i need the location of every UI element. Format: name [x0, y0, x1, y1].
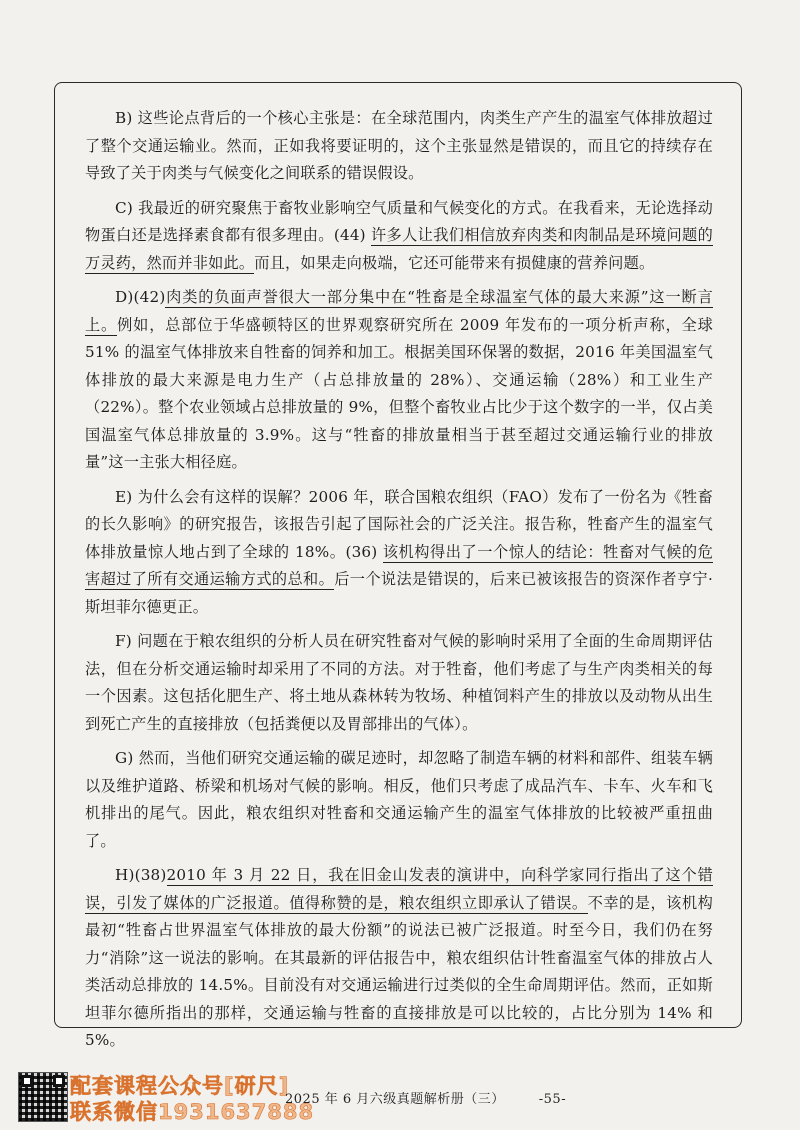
- paragraph-e: [85, 484, 713, 622]
- watermark-line-2: 联系微信1931637888: [70, 1100, 315, 1124]
- watermark-line-1: 配套课程公众号[研尺]: [70, 1074, 290, 1098]
- paragraph-h: [85, 862, 713, 1055]
- paragraph-g: [85, 745, 713, 855]
- paragraph-text: E) 为什么会有这样的误解？2006 年，联合国粮农组织（FAO）发布了一份名为《牲畜的长久影响》的研究报告，该报告引起了国际社会的广泛关注。报告称，牲畜产生的温室气体排放量惊人地占到了全球的 18%。(36): [85, 487, 713, 561]
- paragraph-f: [85, 628, 713, 738]
- article-frame: [54, 82, 742, 1049]
- page-footer: [285, 1088, 566, 1107]
- paragraph-b: [85, 105, 713, 188]
- paragraph-text: D)(42): [115, 288, 166, 306]
- paragraph-text: 而且，如果走向极端，它还可能带来有损健康的营养问题。: [254, 253, 655, 272]
- underlined-text: 肉类的负面声誉很大一部分集中在“牲畜是全球温室气体的最大来源”这一断言上。: [85, 288, 713, 334]
- paragraph-text: C) 我最近的研究聚焦于畜牧业影响空气质量和气候变化的方式。在我看来，无论选择动物蛋白还是选择素食都有很多理由。(44): [85, 198, 713, 244]
- underlined-text: 该机构得出了一个惊人的结论：牲畜对气候的危害超过了所有交通运输方式的总和。: [85, 542, 713, 588]
- paragraph-c: [85, 195, 713, 278]
- paragraph-text: F) 问题在于粮农组织的分析人员在研究牲畜对气候的影响时采用了全面的生命周期评估法，但在分析交通运输时却采用了不同的方法。对于牲畜，他们考虑了与生产肉类相关的每一个因素。这包括化肥生产、将土地从森林转为牧场、种植饲料产生的排放以及动物从出生到死亡产生的直接排放（包括粪便以及胃部排出的气体）。: [85, 632, 713, 733]
- paragraph-text: H)(38): [115, 866, 167, 884]
- paragraph-text: G) 然而，当他们研究交通运输的碳足迹时，却忽略了制造车辆的材料和部件、组装车辆以及维护道路、桥梁和机场对气候的影响。相反，他们只考虑了成品汽车、卡车、火车和飞机排出的尾气。因此，粮农组织对牲畜和交通运输产生的温室气体排放的比较被严重扭曲了。: [85, 749, 713, 850]
- underlined-text: 2010 年 3 月 22 日，我在旧金山发表的演讲中，向科学家同行指出了这个错误，引发了媒体的广泛报道。: [85, 866, 713, 912]
- paragraph-text: 后一个说法是错误的，后来已被该报告的资深作者亨宁·斯坦菲尔德更正。: [85, 570, 713, 616]
- underlined-text: 许多人让我们相信放弃肉类和肉制品是环境问题的万灵药，然而并非如此。: [85, 226, 713, 272]
- paragraph-d: [85, 284, 713, 477]
- footer-title: 2025 年 6 月六级真题解析册（三）: [285, 1092, 505, 1107]
- qr-code-icon: [18, 1072, 68, 1122]
- paragraph-text: B) 这些论点背后的一个核心主张是：在全球范围内，肉类生产产生的温室气体排放超过了整个交通运输业。然而，正如我将要证明的，这个主张显然是错误的，而且它的持续存在导致了关于肉类与气候变化之间联系的错误假设。: [85, 109, 713, 182]
- underlined-text: 值得称赞的是，粮农组织立即承认了错误。: [289, 893, 588, 912]
- page-number: -55-: [538, 1092, 567, 1107]
- paragraph-text: 不幸的是，该机构最初“牲畜占世界温室气体排放的最大份额”的说法已被广泛报道。时至今日，我们仍在努力“消除”这一说法的影响。在其最新的评估报告中，粮农组织估计牲畜温室气体的排放占人类活动总排放的 14.5%。目前没有对交通运输进行过类似的全生命周期评估。然而，正如斯坦菲尔德所指出的那样，交通运输与牲畜的直接排放是可以比较的，占比分别为 14% 和 5%。: [85, 893, 713, 1049]
- paragraph-text: 例如，总部位于华盛顿特区的世界观察研究所在 2009 年发布的一项分析声称，全球 51% 的温室气体排放来自牲畜的饲养和加工。根据美国环保署的数据，2016 年美国温室气体排放的最大来源是电力生产（占总排放量的 28%）、交通运输（28%）和工业生产（22%）。整个农业领域占总排放量的 9%，但整个畜牧业占比少于这个数字的一半，仅占美国温室气体总排放量的 3.9%。这与“牲畜的排放量相当于甚至超过交通运输行业的排放量”这一主张大相径庭。: [85, 315, 713, 471]
